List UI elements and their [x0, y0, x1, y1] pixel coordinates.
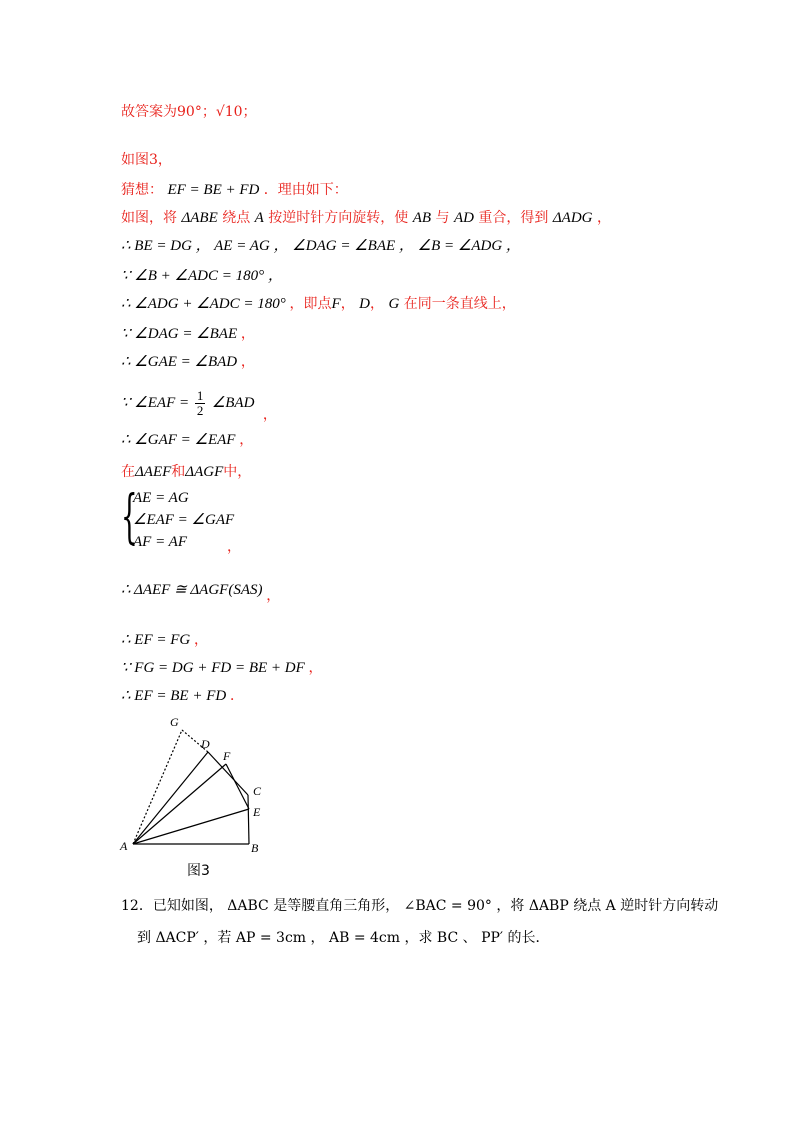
label-g: G: [170, 715, 179, 729]
step-3-point-f: F: [331, 296, 341, 312]
step-8-text-b: 和: [171, 464, 186, 480]
answer-text: 故答案为90°；√10；: [121, 104, 257, 120]
geometry-figure: [118, 712, 278, 860]
fraction-numerator: 1: [196, 387, 204, 403]
question-12-line-1: [121, 896, 718, 916]
step-6-right: ∠BAD: [211, 395, 255, 411]
step-6-fraction: [195, 389, 206, 418]
conjecture-label: 猜想：: [121, 182, 163, 198]
step-3-text-a: ，即点: [289, 296, 332, 312]
rotation-text-1: 如图，将: [121, 210, 177, 226]
system-comma: ，: [227, 539, 241, 555]
conjecture-line: [121, 180, 348, 200]
step-7-equation: ∴ ∠GAF = ∠EAF: [121, 432, 240, 448]
rotation-text-5: 重合，得到: [478, 210, 549, 226]
rotation-point-a: A: [254, 210, 264, 226]
step-11-comma: ，: [308, 660, 323, 676]
step-7-comma: ，: [239, 432, 254, 448]
question-12-line-2: [137, 928, 550, 948]
figure-reference: [121, 150, 172, 170]
rotation-text-2: 绕点: [222, 210, 251, 226]
label-a: A: [120, 839, 128, 853]
rotation-text-4: 与: [435, 210, 450, 226]
segment-fe: [226, 764, 249, 809]
step-8-triangle-agf: ΔAGF: [185, 464, 224, 480]
step-5: [121, 352, 255, 372]
step-12-equation: ∴ EF = BE + FD: [121, 688, 230, 704]
step-9-comma: ，: [266, 588, 281, 604]
segment-cb: [248, 795, 249, 844]
step-5-comma: ，: [240, 354, 255, 370]
segment-ag-dotted: [133, 730, 182, 844]
fraction-denominator: 2: [196, 402, 204, 418]
step-10-equation: ∴ EF = FG: [121, 632, 194, 648]
rotation-line: [121, 208, 611, 228]
step-7: [121, 430, 253, 450]
step-2: [121, 266, 283, 286]
system-rows: [133, 488, 234, 554]
step-8-triangle-aef: ΔAEF: [135, 464, 172, 480]
system-brace: {: [121, 482, 138, 550]
rotation-triangle-abe: ΔABE: [181, 210, 218, 226]
conjecture-reason-intro: ．理由如下：: [263, 182, 348, 198]
rotation-triangle-adg: ΔADG: [552, 210, 593, 226]
step-11: [121, 658, 323, 678]
step-3: [121, 294, 516, 314]
step-9: [121, 580, 281, 604]
step-1: [121, 236, 521, 256]
step-8-text-a: 在: [121, 464, 135, 480]
step-2-text: ∵ ∠B + ∠ADC = 180° ，: [121, 268, 283, 284]
step-10: [121, 630, 208, 650]
rotation-comma: ，: [596, 210, 611, 226]
step-12-period: ．: [229, 688, 244, 704]
figure-caption: 图3: [187, 863, 210, 879]
step-3-equation: ∴ ∠ADG + ∠ADC = 180°: [121, 296, 290, 312]
system-row-2: ∠EAF = ∠GAF: [133, 512, 235, 528]
step-4: [121, 324, 255, 344]
segment-ad: [133, 752, 208, 844]
step-3-sep-1: ，: [340, 296, 355, 312]
answer-line: [121, 102, 257, 122]
label-c: C: [253, 784, 262, 798]
label-e: E: [253, 805, 261, 819]
step-5-equation: ∴ ∠GAE = ∠BAD: [121, 354, 241, 370]
figure-reference-text: 如图3，: [121, 152, 172, 168]
step-6: [121, 387, 277, 423]
step-9-equation: ∴ ΔAEF ≅ ΔAGF(SAS): [121, 582, 267, 598]
rotation-segment-ad: AD: [453, 210, 474, 226]
step-11-equation: ∵ FG = DG + FD = BE + DF: [121, 660, 309, 676]
rotation-segment-ab: AB: [412, 210, 432, 226]
step-3-sep-2: ，: [369, 296, 384, 312]
step-3-point-g: G: [388, 296, 400, 312]
label-b: B: [251, 841, 259, 855]
question-12-text-2: 到 ΔACP′ ，若 AP = 3cm ， AB = 4cm ，求 BC 、 PP′ 的长．: [137, 930, 550, 946]
step-4-comma: ，: [240, 326, 255, 342]
step-10-comma: ，: [194, 632, 208, 648]
step-3-text-b: 在同一条直线上，: [403, 296, 516, 312]
segment-ae: [133, 809, 249, 844]
step-8: [121, 462, 251, 482]
conjecture-equation: EF = BE + FD: [167, 182, 260, 198]
label-f: F: [223, 749, 231, 763]
step-4-equation: ∵ ∠DAG = ∠BAE: [121, 326, 241, 342]
system-row-3: AF = AF: [133, 534, 188, 550]
step-3-point-d: D: [359, 296, 370, 312]
step-6-left: ∵ ∠EAF =: [121, 395, 193, 411]
step-8-text-c: 中，: [223, 464, 252, 480]
step-6-comma: ，: [262, 407, 277, 423]
step-1-text: ∴ BE = DG ， AE = AG ， ∠DAG = ∠BAE ， ∠B = ∠ADG ，: [121, 238, 521, 254]
question-12-text-1: 12．已知如图， ΔABC 是等腰直角三角形， ∠BAC = 90° ，将 ΔABP 绕点 A 逆时针方向转动: [121, 898, 719, 914]
segment-af: [133, 764, 226, 844]
label-d: D: [201, 737, 210, 751]
system-row-1: AE = AG: [133, 490, 189, 506]
step-12: [121, 686, 244, 706]
rotation-text-3: 按逆时针方向旋转，使: [268, 210, 409, 226]
